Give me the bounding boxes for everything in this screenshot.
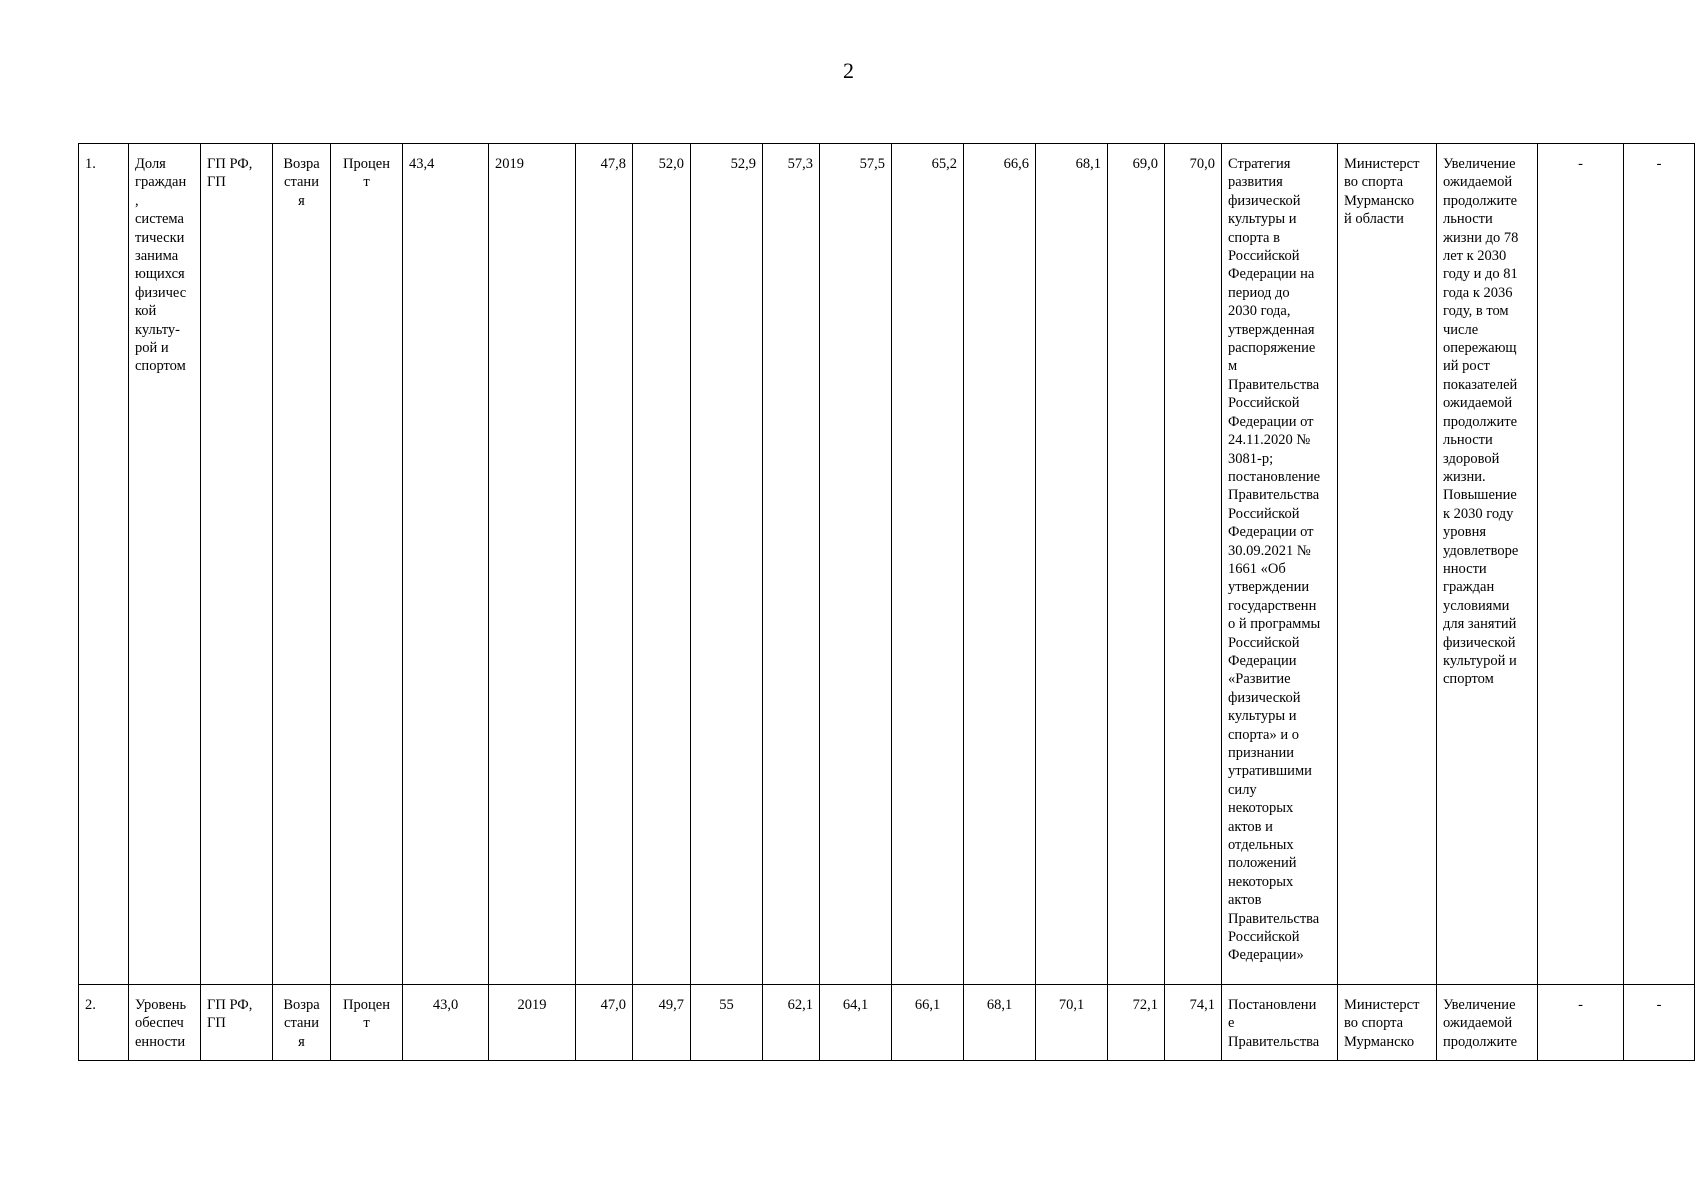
value-cell: 47,0 <box>576 985 633 1061</box>
value-cell: 47,8 <box>576 144 633 985</box>
value-cell: 69,0 <box>1108 144 1165 985</box>
extra-cell: - <box>1624 985 1695 1061</box>
value-cell: 55 <box>691 985 763 1061</box>
value-cell: 49,7 <box>633 985 691 1061</box>
responsible-authority: Министерст во спорта Мурманско й области <box>1338 144 1437 985</box>
extra-cell: - <box>1538 985 1624 1061</box>
value-cell: 65,2 <box>892 144 964 985</box>
indicator-level: ГП РФ, ГП <box>201 144 273 985</box>
table-row <box>79 985 1695 1061</box>
base-value: 43,4 <box>403 144 489 985</box>
value-cell: 64,1 <box>820 985 892 1061</box>
value-cell: 74,1 <box>1165 985 1222 1061</box>
indicator-trend: Возра стани я <box>273 144 331 985</box>
value-cell: 62,1 <box>763 985 820 1061</box>
extra-cell: - <box>1538 144 1624 985</box>
row-number: 1. <box>79 144 129 985</box>
base-year: 2019 <box>489 144 576 985</box>
value-cell: 57,5 <box>820 144 892 985</box>
value-cell: 66,6 <box>964 144 1036 985</box>
indicators-table <box>78 143 1695 1061</box>
row-number: 2. <box>79 985 129 1061</box>
national-goal: Увеличение ожидаемой продолжите <box>1437 985 1538 1061</box>
value-cell: 68,1 <box>964 985 1036 1061</box>
national-goal: Увеличение ожидаемой продолжите льности жизни до 78 лет к 2030 году и до 81 года к 2036 году, в том числе опережающ ий рост показателей ожидаемой продолжите льности здоровой жизни. Повышение к 2030 году уровня удовлетворе нности граждан условиями для занятий физической культурой и спортом <box>1437 144 1538 985</box>
indicator-level: ГП РФ, ГП <box>201 985 273 1061</box>
extra-cell: - <box>1624 144 1695 985</box>
indicator-name: Уровень обеспеч енности <box>129 985 201 1061</box>
unit-of-measure: Процен т <box>331 985 403 1061</box>
indicator-name: Доля граждан , система тически занима ющихся физичес кой культу- рой и спортом <box>129 144 201 985</box>
base-value: 43,0 <box>403 985 489 1061</box>
value-cell: 70,1 <box>1036 985 1108 1061</box>
value-cell: 66,1 <box>892 985 964 1061</box>
base-year: 2019 <box>489 985 576 1061</box>
indicator-trend: Возра стани я <box>273 985 331 1061</box>
value-cell: 52,0 <box>633 144 691 985</box>
legal-document: Постановлени е Правительства <box>1222 985 1338 1061</box>
value-cell: 70,0 <box>1165 144 1222 985</box>
value-cell: 72,1 <box>1108 985 1165 1061</box>
legal-document: Стратегия развития физической культуры и спорта в Российской Федерации на период до 2030 года, утвержденная распоряжение м Правительства Российской Федерации от 24.11.2020 № 3081-р; постановление Правительства Российской Федерации от 30.09.2021 № 1661 «Об утверждении государственн о й программы Российской Федерации «Развитие физической культуры и спорта» и о признании утратившими силу некоторых актов и отдельных положений некоторых актов Правительства Российской Федерации» <box>1222 144 1338 985</box>
page-number: 2 <box>843 58 854 83</box>
value-cell: 57,3 <box>763 144 820 985</box>
value-cell: 68,1 <box>1036 144 1108 985</box>
table-row <box>79 144 1695 985</box>
responsible-authority: Министерст во спорта Мурманско <box>1338 985 1437 1061</box>
value-cell: 52,9 <box>691 144 763 985</box>
unit-of-measure: Процен т <box>331 144 403 985</box>
